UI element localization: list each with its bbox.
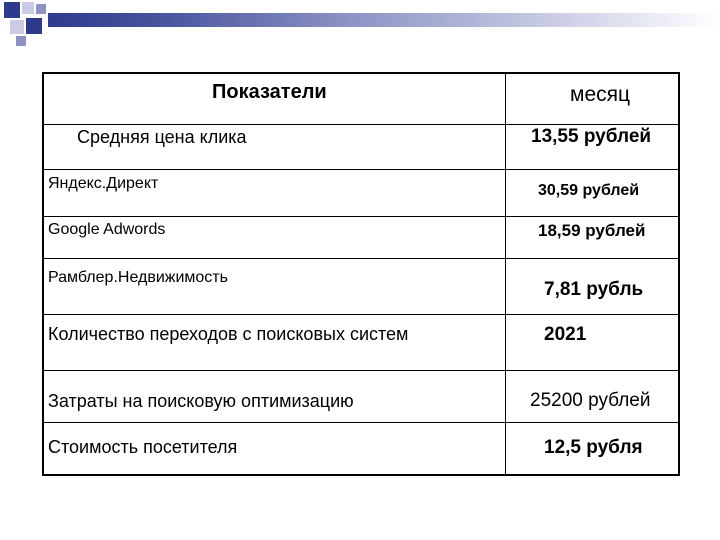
deco-square [10,20,24,34]
deco-gradient-stripe [48,13,720,27]
row-divider [44,258,678,259]
deco-square [16,36,26,46]
row-value: 7,81 рубль [544,279,644,300]
deco-square [36,4,46,14]
row-label: Рамблер.Недвижимость [48,269,228,286]
row-value: 13,55 рублей [531,126,652,147]
header-indicators: Показатели [212,81,327,103]
row-divider [44,124,678,125]
row-value: 12,5 рубля [544,437,643,458]
row-value: 2021 [544,324,587,345]
row-label: Стоимость посетителя [48,437,238,457]
row-label: Google Adwords [48,221,166,238]
deco-square [22,2,34,14]
column-divider [505,74,506,474]
row-label: Количество переходов с поисковых систем [48,324,409,344]
row-divider [44,314,678,315]
row-divider [44,422,678,423]
deco-square [4,2,20,18]
header-month: месяц [570,83,631,106]
row-divider [44,216,678,217]
row-label: Средняя цена клика [77,127,247,147]
row-divider [44,169,678,170]
row-label: Яндекс.Директ [48,175,159,192]
row-value: 18,59 рублей [538,221,646,240]
row-value: 25200 рублей [530,390,651,411]
row-divider [44,370,678,371]
slide-header-decoration [0,0,720,50]
deco-square [26,18,42,34]
row-label: Затраты на поисковую оптимизацию [48,391,354,411]
row-value: 30,59 рублей [538,182,640,199]
